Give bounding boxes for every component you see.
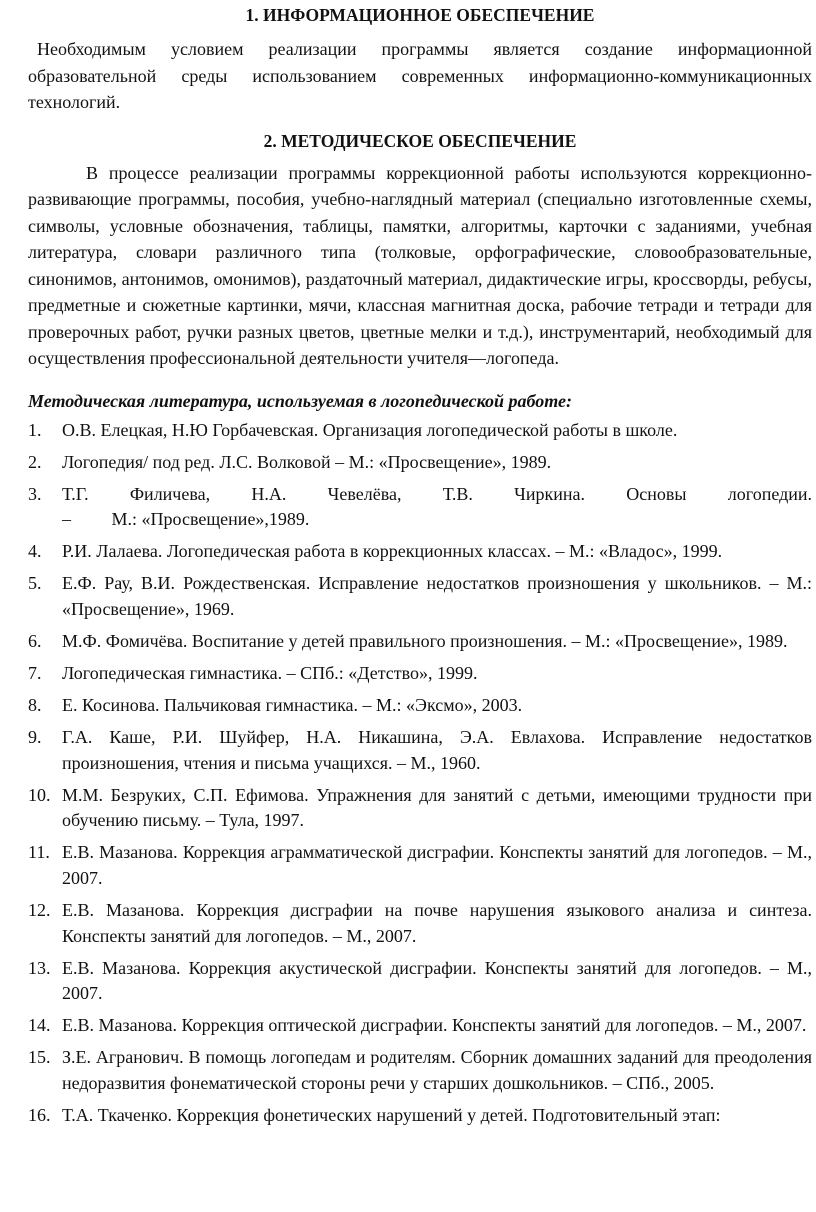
reference-text: Логопедическая гимнастика. – СПб.: «Детство», 1999.	[62, 663, 478, 684]
reference-number: 2.	[28, 451, 42, 472]
reference-item	[28, 898, 812, 949]
reference-text: Г.А. Каше, Р.И. Шуйфер, Н.А. Никашина, Э.А. Евлахова. Исправление недостатков произношения, чтения и письма учащихся. – М., 1960.	[62, 727, 812, 773]
reference-item	[28, 783, 812, 834]
reference-item	[28, 539, 812, 565]
reference-number: 3.	[28, 483, 42, 504]
reference-item	[28, 571, 812, 622]
reference-text: Е.В. Мазанова. Коррекция аграмматической дисграфии. Конспекты занятий для логопедов. – М., 2007.	[62, 842, 812, 888]
reference-item	[28, 450, 812, 476]
reference-number: 12.	[28, 900, 51, 921]
reference-item	[28, 418, 812, 444]
reference-text: Т.Г. Филичева, Н.А. Чевелёва, Т.В. Чиркина. Основы логопедии.	[62, 483, 812, 504]
reference-text: Е.В. Мазанова. Коррекция оптической дисграфии. Конспекты занятий для логопедов. – М., 2007.	[62, 1015, 807, 1036]
reference-number: 4.	[28, 541, 42, 562]
reference-number: 8.	[28, 695, 42, 716]
reference-text: М.Ф. Фомичёва. Воспитание у детей правильного произношения. – М.: «Просвещение», 1989.	[62, 630, 788, 651]
reference-number: 6.	[28, 630, 42, 651]
reference-item	[28, 725, 812, 776]
section-1-heading: 1. ИНФОРМАЦИОННОЕ ОБЕСПЕЧЕНИЕ	[245, 5, 595, 25]
reference-item	[28, 661, 812, 687]
literature-heading: Методическая литература, используемая в логопедической работе:	[28, 390, 573, 411]
reference-item	[28, 1103, 812, 1129]
section-1-paragraph: Необходимым условием реализации программы является создание информационной образовательной среды использованием современных информационно-коммуникационных технологий.	[28, 39, 812, 112]
reference-number: 10.	[28, 784, 51, 805]
document-page	[28, 0, 812, 1135]
reference-text-continuation: – М.: «Просвещение»,1989.	[62, 509, 310, 530]
reference-text: Логопедия/ под ред. Л.С. Волковой – М.: «Просвещение», 1989.	[62, 451, 552, 472]
reference-text: Е.В. Мазанова. Коррекция акустической дисграфии. Конспекты занятий для логопедов. – М., 2007.	[62, 957, 812, 1004]
reference-item	[28, 482, 812, 533]
reference-number: 16.	[28, 1104, 51, 1125]
reference-text: Е.Ф. Рау, В.И. Рождественская. Исправление недостатков произношения у школьников. – М.: «Просвещение», 1969.	[62, 573, 812, 619]
reference-text: Т.А. Ткаченко. Коррекция фонетических нарушений у детей. Подготовительный этап:	[62, 1104, 721, 1125]
reference-number: 14.	[28, 1015, 51, 1036]
reference-list	[28, 418, 812, 1129]
reference-item	[28, 1013, 812, 1039]
reference-text: М.М. Безруких, С.П. Ефимова. Упражнения для занятий с детьми, имеющими трудности при обучению письму. – Тула, 1997.	[62, 784, 812, 831]
reference-number: 13.	[28, 957, 51, 978]
reference-number: 5.	[28, 573, 42, 594]
reference-item	[28, 629, 812, 655]
reference-text: З.Е. Агранович. В помощь логопедам и родителям. Сборник домашних заданий для преодоления недоразвития фонематической стороны речи у старших дошкольников. – СПб., 2005.	[62, 1047, 812, 1093]
reference-number: 1.	[28, 419, 42, 440]
reference-text: Е.В. Мазанова. Коррекция дисграфии на почве нарушения языкового анализа и синтеза. Конспекты занятий для логопедов. – М., 2007.	[62, 900, 812, 946]
reference-item	[28, 1045, 812, 1096]
reference-text: Р.И. Лалаева. Логопедическая работа в коррекционных классах. – М.: «Владос», 1999.	[62, 541, 723, 562]
reference-item	[28, 956, 812, 1007]
reference-number: 15.	[28, 1047, 51, 1068]
reference-text: О.В. Елецкая, Н.Ю Горбачевская. Организация логопедической работы в школе.	[62, 419, 678, 440]
reference-item	[28, 693, 812, 719]
section-2-paragraph: В процессе реализации программы коррекционной работы используются коррекционно-развивающие программы, пособия, учебно-наглядный материал (специально изготовленные схемы, символы, условные обозначения, таблицы, памятки, алгоритмы, карточки с заданиями, учебная литература, словари различного типа (толковые, орфографические, словообразовательные, синонимов, антонимов, омонимов), раздаточный материал, дидактические игры, кроссворды, ребусы, предметные и сюжетные картинки, мячи, классная магнитная доска, рабочие тетради и тетради для проверочных работ, ручки разных цветов, цветные мелки и т.д.), инструментарий, необходимый для осуществления профессиональной деятельности учителя—логопеда.	[28, 162, 812, 368]
section-2-heading: 2. МЕТОДИЧЕСКОЕ ОБЕСПЕЧЕНИЕ	[263, 130, 577, 151]
reference-item	[28, 840, 812, 891]
reference-number: 7.	[28, 663, 42, 684]
reference-number: 11.	[28, 842, 50, 863]
reference-number: 9.	[28, 727, 42, 748]
reference-text: Е. Косинова. Пальчиковая гимнастика. – М.: «Эксмо», 2003.	[62, 695, 523, 716]
